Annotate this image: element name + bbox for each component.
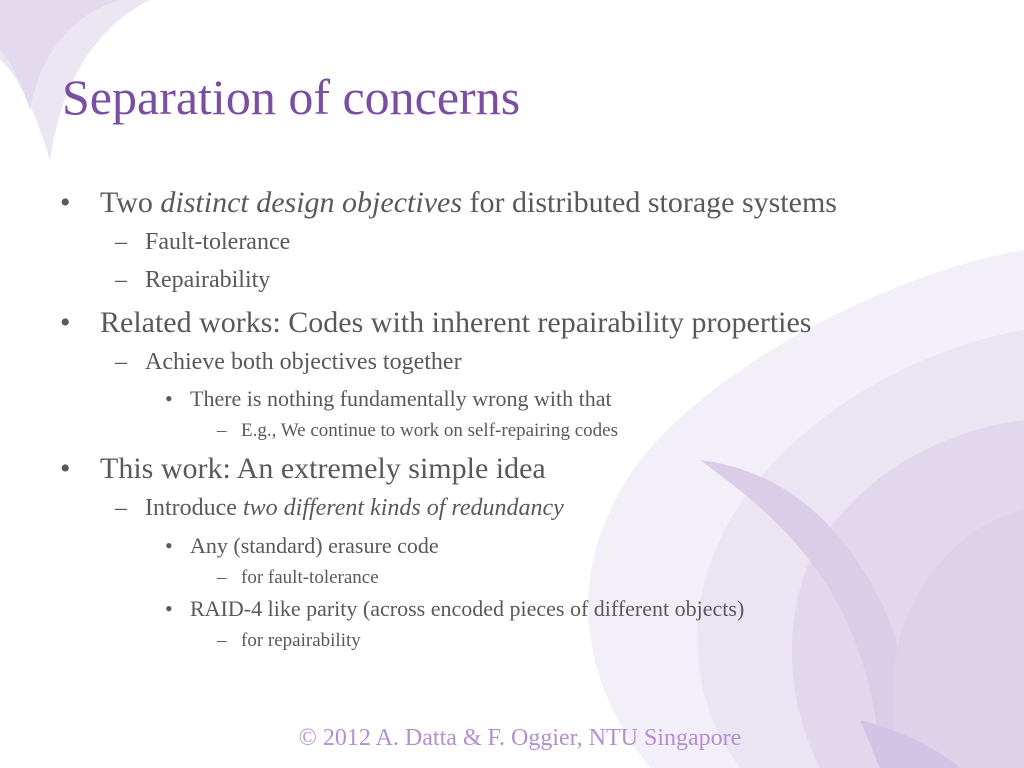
bullet-text: Repairability — [145, 267, 271, 293]
bullet-text: There is nothing fundamentally wrong with that — [190, 386, 612, 411]
bullet-level-3 — [190, 533, 439, 559]
bullet-marker: • — [60, 186, 71, 219]
bullet-marker: • — [165, 596, 173, 621]
slide-title: Separation of concerns — [62, 69, 521, 125]
footer-copyright: © 2012 A. Datta & F. Oggier, NTU Singapore — [298, 725, 742, 751]
bullet-level-2 — [145, 349, 462, 376]
bullet-level-3 — [190, 596, 744, 622]
bullet-marker: – — [115, 267, 127, 293]
bullet-text: for distributed storage systems — [462, 186, 837, 219]
bullet-text: Related works: Codes with inherent repairability properties — [100, 306, 812, 339]
bullet-marker: • — [165, 386, 173, 411]
bullet-marker: • — [60, 452, 71, 485]
bullet-text: Achieve both objectives together — [145, 349, 462, 375]
bullet-level-1 — [100, 306, 811, 340]
bullet-marker: – — [217, 567, 227, 588]
bullet-marker: – — [217, 630, 227, 651]
bullet-text: This work: An extremely simple idea — [100, 452, 546, 485]
bullet-text: RAID-4 like parity (across encoded pieces of different objects) — [190, 596, 745, 621]
bullet-marker: • — [60, 306, 71, 339]
bullet-text: E.g., We continue to work on self-repairing codes — [241, 420, 618, 441]
bullet-marker: – — [217, 420, 227, 441]
bullet-level-1 — [100, 452, 546, 486]
bullet-text: Introduce — [145, 495, 243, 521]
bullet-text: Two — [100, 186, 161, 219]
bullet-marker: – — [115, 229, 127, 255]
bullet-text: Fault-tolerance — [145, 229, 291, 255]
bullet-level-2 — [145, 267, 270, 294]
bullet-level-4 — [241, 567, 379, 589]
bullet-level-2 — [145, 495, 564, 522]
bullet-level-2 — [145, 229, 290, 256]
bullet-level-4 — [241, 630, 361, 652]
bullet-level-1 — [100, 186, 837, 220]
bullet-text: for fault-tolerance — [241, 567, 379, 588]
bullet-marker: • — [165, 533, 173, 558]
bullet-level-4 — [241, 420, 618, 442]
bullet-text-italic: two different kinds of redundancy — [242, 495, 564, 521]
bullet-marker: – — [115, 349, 127, 375]
bullet-text: for repairability — [241, 630, 361, 651]
bullet-marker: – — [115, 495, 127, 521]
bullet-level-3 — [190, 386, 612, 412]
bullet-text-italic: distinct design objectives — [160, 186, 463, 219]
bullet-text: Any (standard) erasure code — [190, 533, 439, 558]
